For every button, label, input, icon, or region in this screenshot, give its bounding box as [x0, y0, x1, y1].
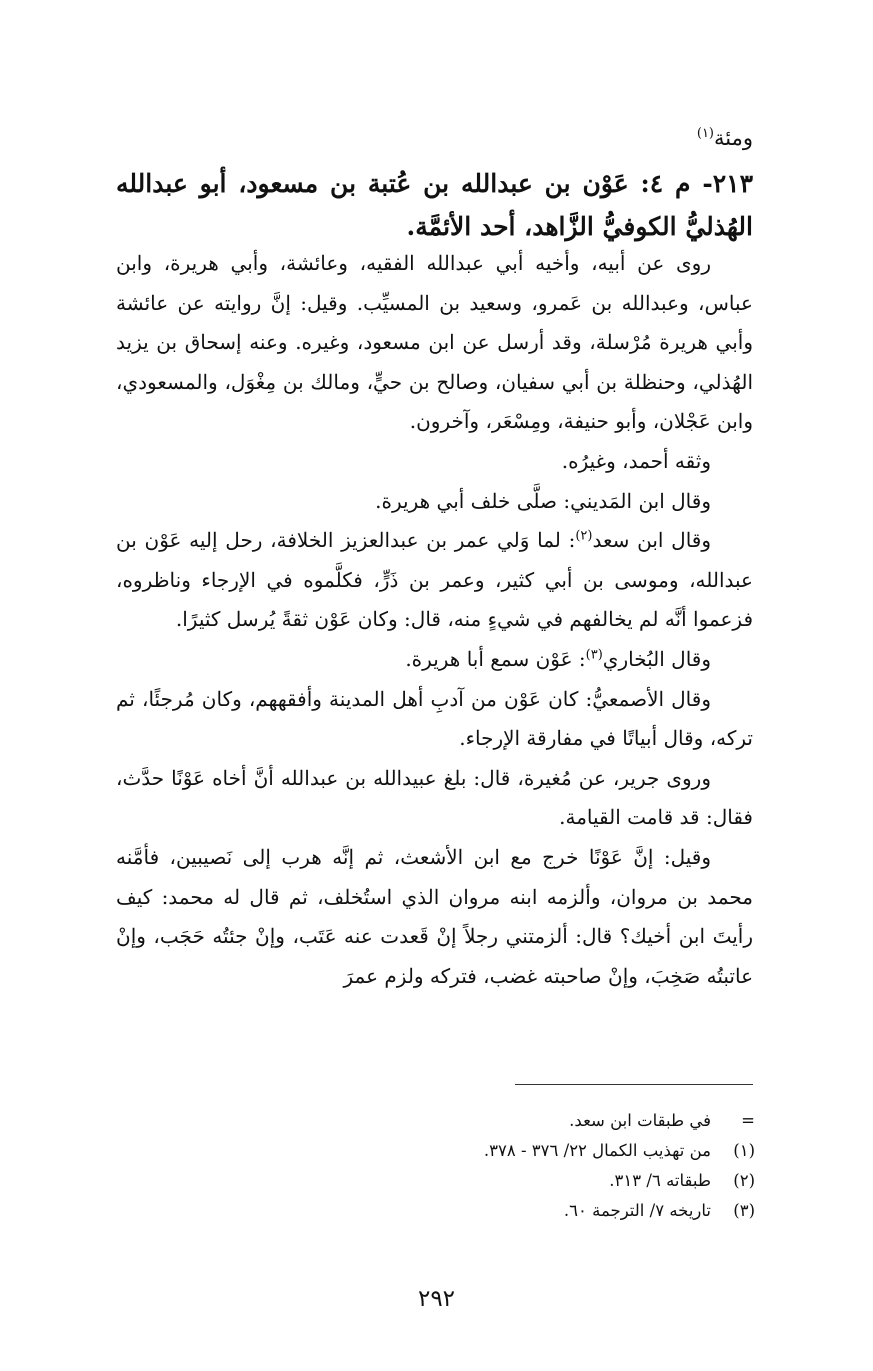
paragraph-narrators: روى عن أبيه، وأخيه أبي عبدالله الفقيه، وعائشة، وأبي هريرة، وابن عباس، وعبدالله بن عَمرو، وسعيد بن المسيِّب. وقيل: إنَّ روايته عن عائشة وأبي هريرة مُرْسلة، وقد أرسل عن ابن مسعود، وغيره. وعنه إسحاق بن يزيد الهُذلي، وحنظلة بن أبي سفيان، وصالح بن حيٍّ، ومالك بن مِغْوَل، والمسعودي، وابن عَجْلان، وأبو حنيفة، ومِسْعَر، وآخرون. [116, 251, 753, 434]
footnote-item [115, 1166, 755, 1196]
footnote-text: تاريخه ٧/ الترجمة ٦٠. [563, 1201, 711, 1220]
paragraph-asmai: وقال الأصمعيُّ: كان عَوْن من آدبِ أهل المدينة وأفقههم، وكان مُرجئًا، ثم تركه، وقال أبياتًا في مفارقة الإرجاء. [116, 686, 753, 751]
page-number: ٢٩٢ [417, 1286, 456, 1312]
body-text [116, 244, 753, 996]
continuation-line [113, 118, 753, 158]
footnotes [115, 1106, 755, 1226]
footnote-text: من تهذيب الكمال ٢٢/ ٣٧٦ - ٣٧٨. [483, 1141, 711, 1160]
footnote-separator [515, 1084, 753, 1085]
bukhari-intro: وقال البُخاري [602, 646, 711, 671]
continuation-text: ومئة [714, 126, 753, 150]
paragraph-ibn-saad [116, 521, 753, 640]
footnote-ref-3: (٣) [585, 647, 603, 663]
footnote-mark: (١) [733, 1141, 755, 1160]
ibn-saad-intro: وقال ابن سعد [592, 528, 712, 553]
paragraph-jarir: وروى جرير، عن مُغيرة، قال: بلغ عبيدالله بن عبدالله أنَّ أخاه عَوْنًا حدَّث، فقال: قد قامت القيامة. [116, 765, 753, 830]
footnote-item [115, 1136, 755, 1166]
footnote-text: طبقاته ٦/ ٣١٣. [609, 1171, 711, 1190]
footnote-item [115, 1196, 755, 1226]
paragraph-tawthiq: وثقه أحمد، وغيرُه. [561, 448, 711, 473]
footnote-ref-1: (١) [696, 126, 714, 141]
footnote-mark: (٣) [733, 1201, 755, 1220]
footnote-text: في طبقات ابن سعد. [569, 1111, 711, 1130]
footnote-item [115, 1106, 755, 1136]
ibn-saad-quote: : لما وَلي عمر بن عبدالعزيز الخلافة، رحل إليه عَوْن بن عبدالله، وموسى بن أبي كثير، وعمر بن ذَرٍّ، فكلَّموه في الإرجاء وناظروه، فزعموا أنَّه لم يخالفهم في شيءٍ منه، قال: وكان عَوْن ثقةً يُرسل كثيرًا. [116, 528, 753, 632]
footnote-ref-2: (٢) [575, 528, 593, 544]
paragraph-ibn-almadini: وقال ابن المَديني: صلَّى خلف أبي هريرة. [375, 488, 711, 513]
paragraph-ibn-alashath: وقيل: إنَّ عَوْنًا خرج مع ابن الأشعث، ثم إنَّه هرب إلى نَصيبين، فأمَّنه محمد بن مروان، وألزمه ابنه مروان الذي استُخلف، ثم قال له محمد: كيف رأيتَ ابن أخيك؟ قال: ألزمتني رجلاً إنْ قَعدت عنه عَتَب، وإنْ جئتُه حَجَب، وإنْ عاتبتُه صَخِبَ، وإنْ صاحبته غضب، فتركه ولزم عمرَ [116, 844, 753, 988]
bukhari-quote: : عَوْن سمع أبا هريرة. [405, 646, 586, 671]
footnote-mark: = [741, 1111, 755, 1130]
entry-title: ٢١٣- م ٤: عَوْن بن عبدالله بن عُتبة بن مسعود، أبو عبدالله الهُذليُّ الكوفيُّ الزَّاهد، أحد الأئمَّة. [116, 169, 754, 241]
paragraph-bukhari [116, 640, 753, 680]
footnote-mark: (٢) [733, 1171, 755, 1190]
